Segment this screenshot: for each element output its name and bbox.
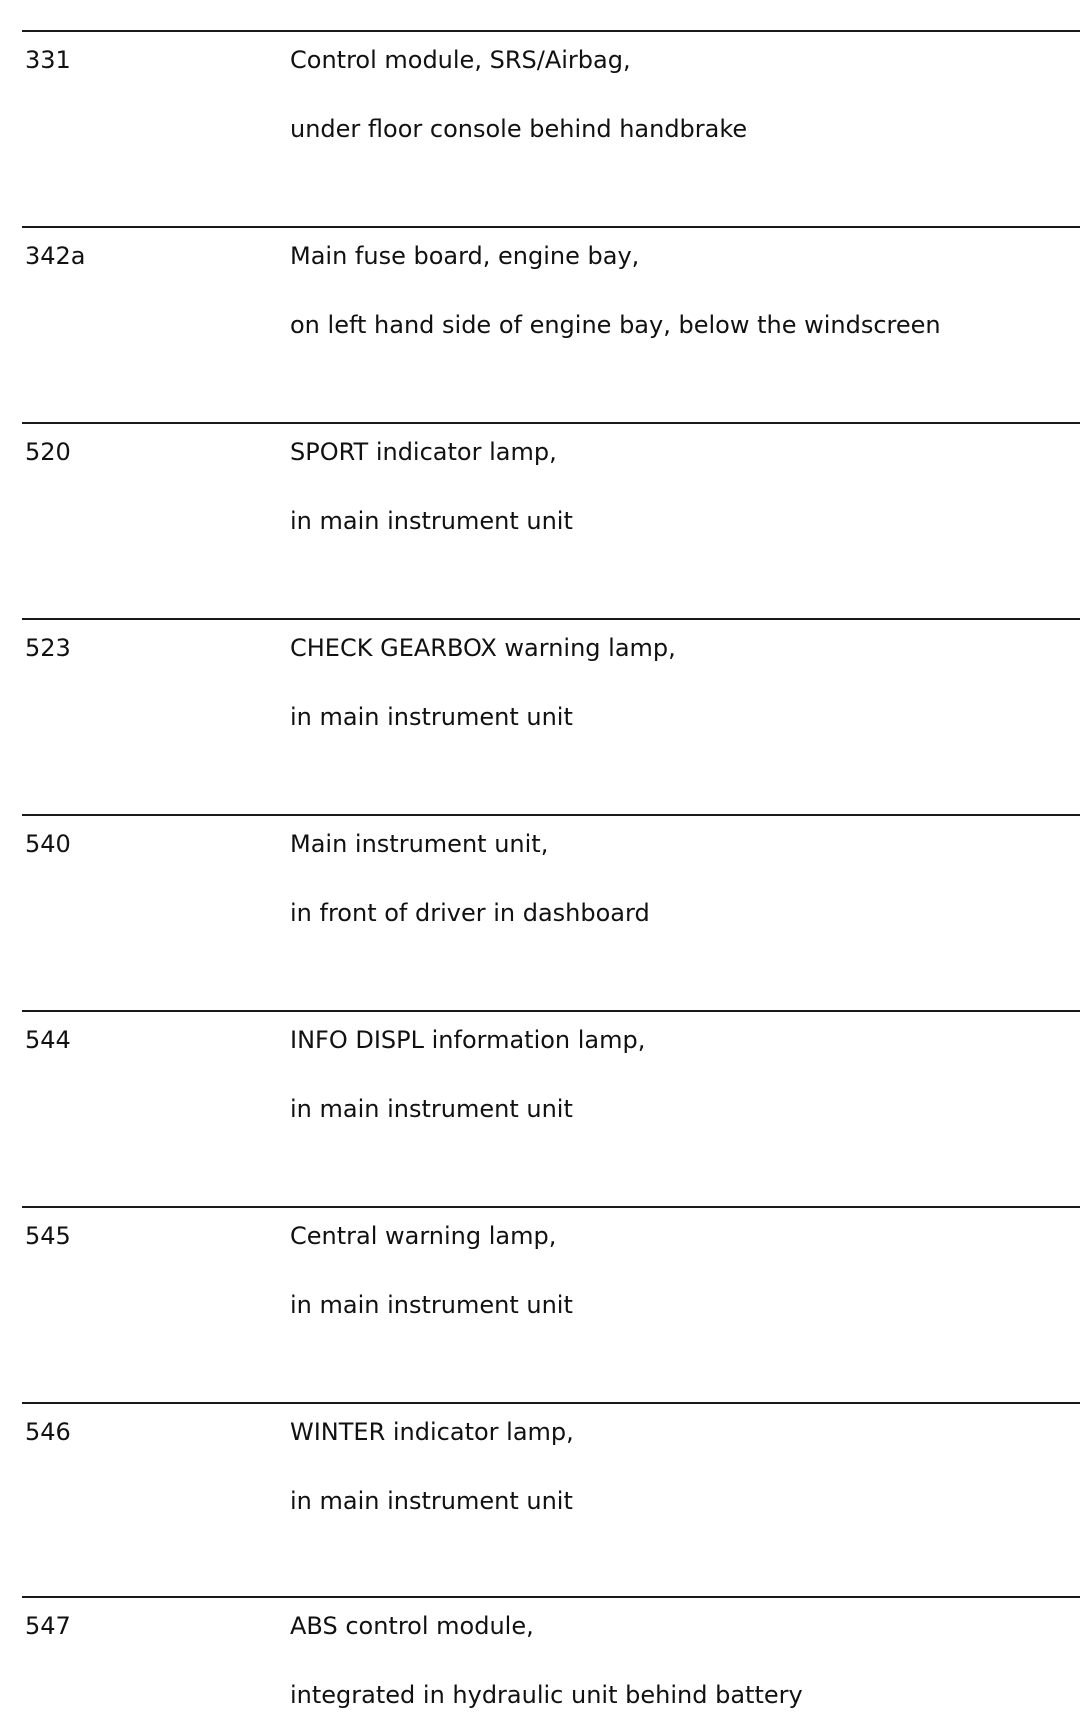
component-title: WINTER indicator lamp, <box>290 1418 574 1446</box>
table-row <box>0 814 1088 1010</box>
table-row <box>0 226 1088 422</box>
component-location: in front of driver in dashboard <box>290 899 650 927</box>
table-row <box>0 1010 1088 1206</box>
component-code: 547 <box>25 1612 71 1640</box>
table-row <box>0 1402 1088 1598</box>
row-divider <box>22 814 1080 816</box>
component-title: INFO DISPL information lamp, <box>290 1026 646 1054</box>
component-code: 331 <box>25 46 71 74</box>
row-divider <box>22 1010 1080 1012</box>
row-divider <box>22 1206 1080 1208</box>
component-code: 540 <box>25 830 71 858</box>
row-divider <box>22 30 1080 32</box>
row-divider <box>22 1402 1080 1404</box>
component-code: 523 <box>25 634 71 662</box>
component-location: in main instrument unit <box>290 1487 573 1515</box>
component-location: on left hand side of engine bay, below the windscreen <box>290 311 941 339</box>
table-row <box>0 618 1088 814</box>
component-code: 546 <box>25 1418 71 1446</box>
table-row <box>0 422 1088 618</box>
component-code: 545 <box>25 1222 71 1250</box>
component-location: in main instrument unit <box>290 1095 573 1123</box>
component-code: 342a <box>25 242 86 270</box>
component-title: Main instrument unit, <box>290 830 549 858</box>
component-title: SPORT indicator lamp, <box>290 438 557 466</box>
component-title: Control module, SRS/Airbag, <box>290 46 631 74</box>
table-row <box>0 1596 1088 1714</box>
row-divider <box>22 1596 1080 1598</box>
component-location: in main instrument unit <box>290 507 573 535</box>
component-title: ABS control module, <box>290 1612 534 1640</box>
table-row <box>0 1206 1088 1402</box>
component-code: 520 <box>25 438 71 466</box>
component-title: CHECK GEARBOX warning lamp, <box>290 634 676 662</box>
row-divider <box>22 226 1080 228</box>
row-divider <box>22 422 1080 424</box>
component-code: 544 <box>25 1026 71 1054</box>
component-location: under floor console behind handbrake <box>290 115 748 143</box>
component-title: Main fuse board, engine bay, <box>290 242 640 270</box>
component-location: integrated in hydraulic unit behind battery <box>290 1681 803 1709</box>
component-title: Central warning lamp, <box>290 1222 557 1250</box>
table-row <box>0 30 1088 226</box>
component-location: in main instrument unit <box>290 1291 573 1319</box>
row-divider <box>22 618 1080 620</box>
component-location: in main instrument unit <box>290 703 573 731</box>
